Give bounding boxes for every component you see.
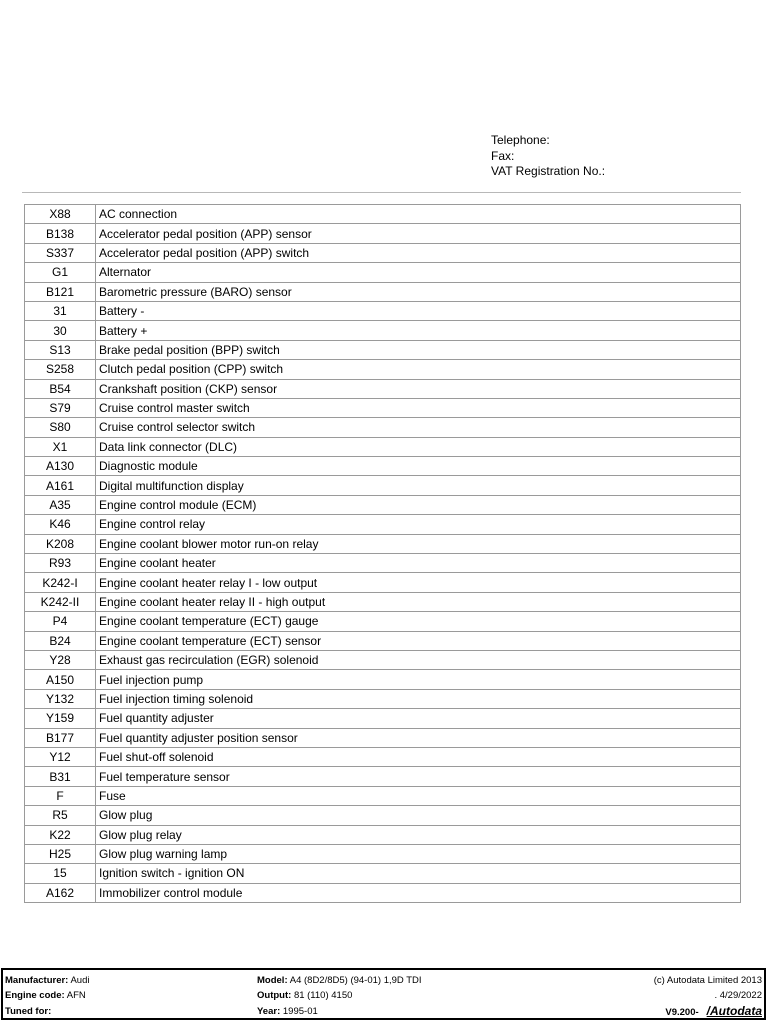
table-row <box>25 398 741 417</box>
component-code: K208 <box>25 534 96 553</box>
component-description: Fuel quantity adjuster <box>96 709 741 728</box>
component-code: K242-II <box>25 592 96 611</box>
engine-code-value: AFN <box>66 990 86 1002</box>
component-description: Brake pedal position (BPP) switch <box>96 340 741 359</box>
component-code: F <box>25 786 96 805</box>
component-code: S80 <box>25 418 96 437</box>
component-description: Engine coolant heater relay I - low output <box>96 573 741 592</box>
component-description: Alternator <box>96 263 741 282</box>
component-description: Digital multifunction display <box>96 476 741 495</box>
table-row <box>25 282 741 301</box>
table-row <box>25 340 741 359</box>
component-code: A35 <box>25 495 96 514</box>
table-row <box>25 806 741 825</box>
version-text: V9.200- <box>665 1006 699 1018</box>
component-code: 30 <box>25 321 96 340</box>
component-description: Exhaust gas recirculation (EGR) solenoid <box>96 650 741 669</box>
table-row <box>25 205 741 224</box>
component-description: Ignition switch - ignition ON <box>96 864 741 883</box>
table-row <box>25 457 741 476</box>
component-code: K242-I <box>25 573 96 592</box>
component-description: Glow plug relay <box>96 825 741 844</box>
component-description: Accelerator pedal position (APP) switch <box>96 243 741 262</box>
table-row <box>25 864 741 883</box>
component-description: Battery - <box>96 301 741 320</box>
table-row <box>25 728 741 747</box>
output-label: Output: <box>257 990 292 1002</box>
table-row <box>25 670 741 689</box>
component-description: Data link connector (DLC) <box>96 437 741 456</box>
table-row <box>25 321 741 340</box>
footer-box <box>1 968 766 1020</box>
component-code: A150 <box>25 670 96 689</box>
component-code: X88 <box>25 205 96 224</box>
table-row <box>25 554 741 573</box>
component-description: Engine coolant temperature (ECT) sensor <box>96 631 741 650</box>
table-row <box>25 844 741 863</box>
table-row <box>25 243 741 262</box>
table-row <box>25 650 741 669</box>
component-description: Engine coolant heater <box>96 554 741 573</box>
copyright-text: (c) Autodata Limited 2013 <box>653 975 762 986</box>
component-description: Glow plug warning lamp <box>96 844 741 863</box>
table-row <box>25 709 741 728</box>
component-code: G1 <box>25 263 96 282</box>
component-code: P4 <box>25 612 96 631</box>
component-code: S337 <box>25 243 96 262</box>
autodata-logo: /Autodata <box>706 1003 762 1018</box>
manufacturer-label: Manufacturer: <box>5 975 69 986</box>
model-value: A4 (8D2/8D5) (94-01) 1,9D TDI <box>289 975 422 986</box>
component-code: B177 <box>25 728 96 747</box>
component-code: B138 <box>25 224 96 243</box>
component-description: Fuel shut-off solenoid <box>96 747 741 766</box>
component-description: Engine control relay <box>96 515 741 534</box>
component-code: 31 <box>25 301 96 320</box>
table-row <box>25 379 741 398</box>
table-row <box>25 631 741 650</box>
table-row <box>25 360 741 379</box>
table-row <box>25 301 741 320</box>
component-code: K22 <box>25 825 96 844</box>
output-value: 81 (110) 4150 <box>293 990 353 1002</box>
footer-vehicle-col <box>5 973 89 1019</box>
table-row <box>25 825 741 844</box>
footer-model-col <box>257 973 422 1019</box>
manufacturer-value: Audi <box>70 975 90 986</box>
component-code: S258 <box>25 360 96 379</box>
component-code: B31 <box>25 767 96 786</box>
component-description: Engine coolant blower motor run-on relay <box>96 534 741 553</box>
table-row <box>25 263 741 282</box>
component-description: Fuse <box>96 786 741 805</box>
component-code: S79 <box>25 398 96 417</box>
component-code: S13 <box>25 340 96 359</box>
component-description: Engine coolant temperature (ECT) gauge <box>96 612 741 631</box>
print-date: . 4/29/2022 <box>714 990 762 1002</box>
component-code: Y159 <box>25 709 96 728</box>
table-row <box>25 592 741 611</box>
component-description: Fuel injection pump <box>96 670 741 689</box>
component-description: Engine coolant heater relay II - high output <box>96 592 741 611</box>
component-code: A162 <box>25 883 96 902</box>
table-row <box>25 767 741 786</box>
component-code: 15 <box>25 864 96 883</box>
table-row <box>25 515 741 534</box>
component-code: Y28 <box>25 650 96 669</box>
component-description: Fuel temperature sensor <box>96 767 741 786</box>
table-row <box>25 883 741 902</box>
component-description: Cruise control selector switch <box>96 418 741 437</box>
component-description: Cruise control master switch <box>96 398 741 417</box>
component-description: Accelerator pedal position (APP) sensor <box>96 224 741 243</box>
component-table <box>24 204 741 903</box>
component-description: Engine control module (ECM) <box>96 495 741 514</box>
table-row <box>25 224 741 243</box>
engine-code-label: Engine code: <box>5 990 65 1002</box>
table-row <box>25 573 741 592</box>
component-description: Fuel quantity adjuster position sensor <box>96 728 741 747</box>
component-description: Crankshaft position (CKP) sensor <box>96 379 741 398</box>
year-label: Year: <box>257 1005 281 1017</box>
contact-block <box>491 133 605 180</box>
footer-copyright-col <box>654 973 762 1020</box>
component-description: Immobilizer control module <box>96 883 741 902</box>
component-code: X1 <box>25 437 96 456</box>
component-description: Battery + <box>96 321 741 340</box>
table-row <box>25 476 741 495</box>
table-row <box>25 612 741 631</box>
component-code: R93 <box>25 554 96 573</box>
component-code: R5 <box>25 806 96 825</box>
component-code: B24 <box>25 631 96 650</box>
component-description: Glow plug <box>96 806 741 825</box>
year-value: 1995-01 <box>282 1005 318 1017</box>
component-code: K46 <box>25 515 96 534</box>
table-row <box>25 747 741 766</box>
component-code: A130 <box>25 457 96 476</box>
table-row <box>25 689 741 708</box>
tuned-for-label: Tuned for: <box>5 1005 52 1017</box>
table-row <box>25 437 741 456</box>
table-row <box>25 418 741 437</box>
model-label: Model: <box>257 975 288 986</box>
component-description: Barometric pressure (BARO) sensor <box>96 282 741 301</box>
table-row <box>25 534 741 553</box>
component-code: H25 <box>25 844 96 863</box>
component-code: B121 <box>25 282 96 301</box>
component-description: Clutch pedal position (CPP) switch <box>96 360 741 379</box>
table-row <box>25 786 741 805</box>
component-description: Diagnostic module <box>96 457 741 476</box>
header-divider <box>22 192 741 193</box>
component-code: A161 <box>25 476 96 495</box>
component-code: Y132 <box>25 689 96 708</box>
fax-label: Fax: <box>491 148 515 163</box>
table-row <box>25 495 741 514</box>
telephone-label: Telephone: <box>491 133 550 147</box>
component-description: Fuel injection timing solenoid <box>96 689 741 708</box>
component-code: B54 <box>25 379 96 398</box>
component-code: Y12 <box>25 747 96 766</box>
component-description: AC connection <box>96 205 741 224</box>
vat-label: VAT Registration No.: <box>491 164 606 178</box>
